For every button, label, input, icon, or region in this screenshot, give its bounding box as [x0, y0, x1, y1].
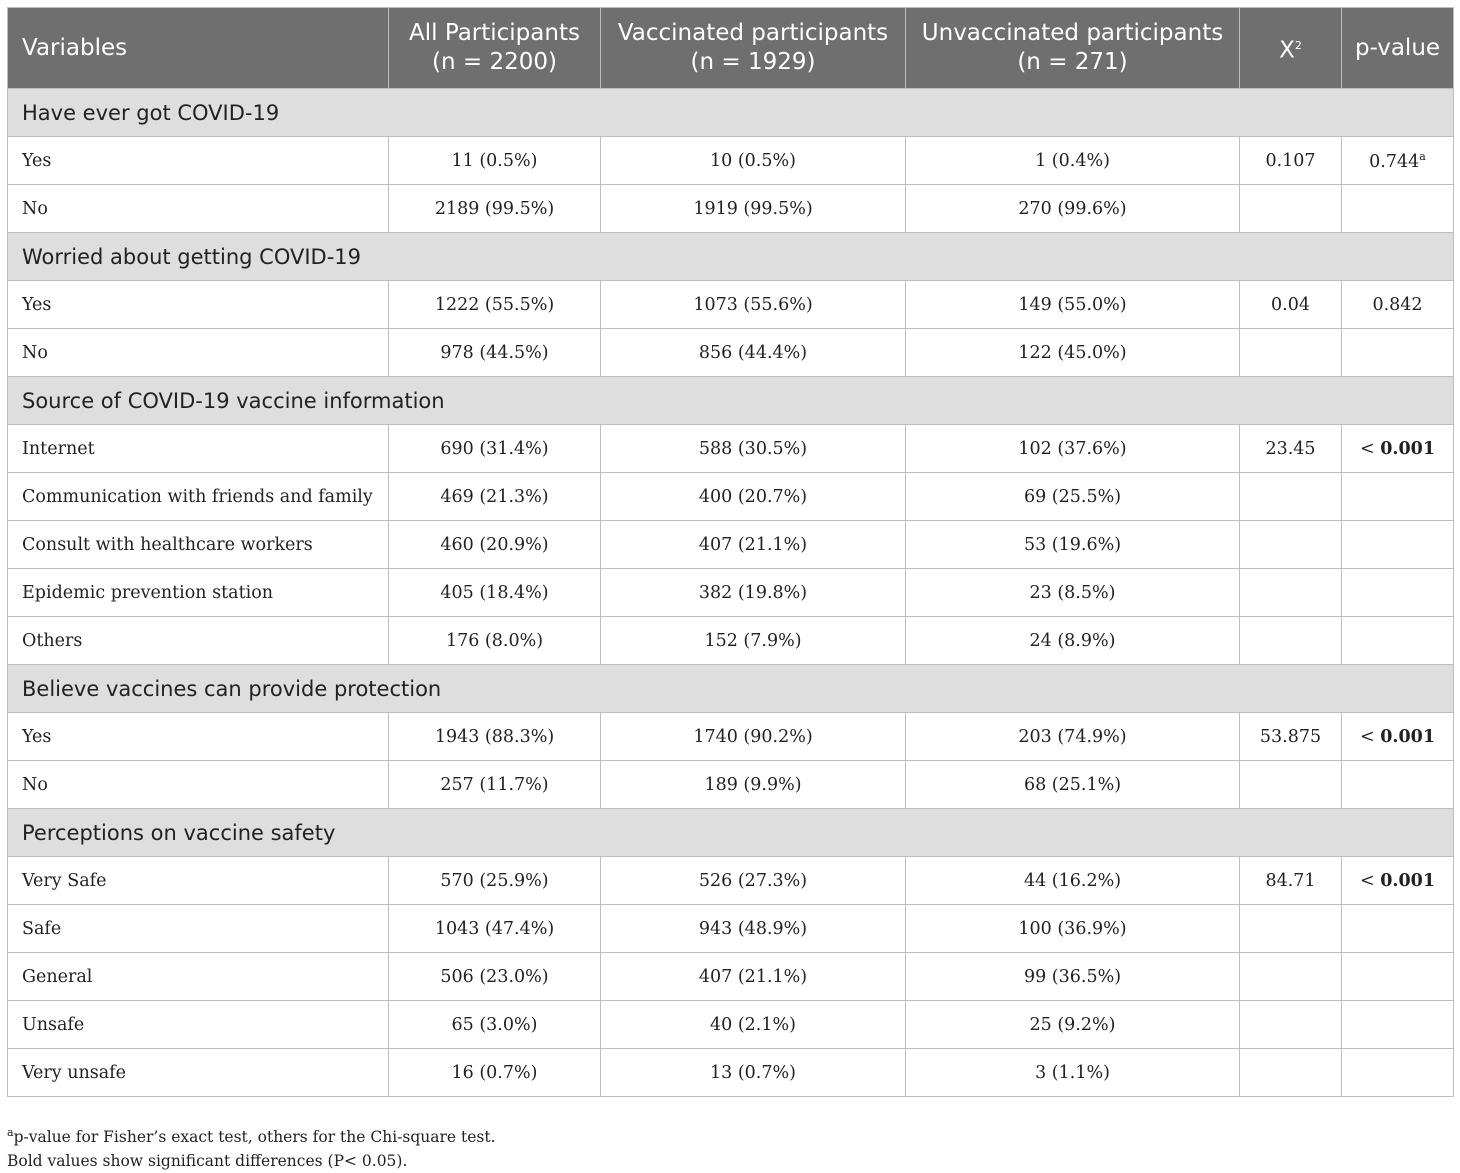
cell-vaccinated: 588 (30.5%)	[601, 425, 906, 473]
cell-vaccinated: 152 (7.9%)	[601, 617, 906, 665]
cell-all-participants: 176 (8.0%)	[389, 617, 601, 665]
section-header-row	[8, 809, 1454, 857]
header-vacc-line2: (n = 1929)	[690, 49, 816, 75]
header-unvacc-line2: (n = 271)	[1017, 49, 1128, 75]
cell-all-participants: 65 (3.0%)	[389, 1001, 601, 1049]
table-row	[8, 617, 1454, 665]
header-x2-base: X	[1279, 37, 1295, 64]
cell-pvalue	[1342, 953, 1454, 1001]
cell-all-participants: 506 (23.0%)	[389, 953, 601, 1001]
table-row	[8, 569, 1454, 617]
cell-unvaccinated: 3 (1.1%)	[906, 1049, 1240, 1097]
row-label: Yes	[8, 137, 389, 185]
cell-pvalue	[1342, 329, 1454, 377]
header-vaccinated	[601, 8, 906, 89]
header-all-participants	[389, 8, 601, 89]
cell-pvalue	[1342, 425, 1454, 473]
pvalue-prefix: <	[1359, 870, 1381, 891]
section-title: Source of COVID-19 vaccine information	[8, 377, 1454, 425]
table-row	[8, 857, 1454, 905]
cell-pvalue	[1342, 1001, 1454, 1049]
table-row	[8, 329, 1454, 377]
cell-all-participants: 978 (44.5%)	[389, 329, 601, 377]
cell-unvaccinated: 68 (25.1%)	[906, 761, 1240, 809]
cell-vaccinated: 10 (0.5%)	[601, 137, 906, 185]
cell-all-participants: 1043 (47.4%)	[389, 905, 601, 953]
cell-chi-square	[1240, 185, 1342, 233]
section-title: Perceptions on vaccine safety	[8, 809, 1454, 857]
cell-vaccinated: 1073 (55.6%)	[601, 281, 906, 329]
cell-all-participants: 405 (18.4%)	[389, 569, 601, 617]
footnotes	[7, 1121, 496, 1173]
table-body	[8, 89, 1454, 1097]
cell-all-participants: 2189 (99.5%)	[389, 185, 601, 233]
table-row	[8, 425, 1454, 473]
section-header-row	[8, 89, 1454, 137]
pvalue-footnote-marker: a	[1419, 149, 1426, 163]
cell-vaccinated: 856 (44.4%)	[601, 329, 906, 377]
row-label: General	[8, 953, 389, 1001]
cell-pvalue	[1342, 617, 1454, 665]
section-header-row	[8, 377, 1454, 425]
section-title: Have ever got COVID-19	[8, 89, 1454, 137]
row-label: Yes	[8, 281, 389, 329]
cell-unvaccinated: 53 (19.6%)	[906, 521, 1240, 569]
cell-chi-square	[1240, 569, 1342, 617]
table-row	[8, 185, 1454, 233]
cell-unvaccinated: 122 (45.0%)	[906, 329, 1240, 377]
cell-all-participants: 11 (0.5%)	[389, 137, 601, 185]
pvalue-number: 0.001	[1380, 438, 1436, 459]
row-label: Very unsafe	[8, 1049, 389, 1097]
cell-chi-square: 53.875	[1240, 713, 1342, 761]
header-vacc-line1: Vaccinated participants	[617, 20, 889, 46]
cell-chi-square	[1240, 953, 1342, 1001]
cell-chi-square	[1240, 1049, 1342, 1097]
pvalue-prefix: <	[1359, 726, 1381, 747]
header-pvalue: p-value	[1342, 8, 1454, 89]
row-label: Very Safe	[8, 857, 389, 905]
section-title: Believe vaccines can provide protection	[8, 665, 1454, 713]
cell-chi-square: 84.71	[1240, 857, 1342, 905]
table-row	[8, 905, 1454, 953]
cell-pvalue	[1342, 713, 1454, 761]
row-label: Internet	[8, 425, 389, 473]
footnote-1	[7, 1121, 496, 1149]
cell-vaccinated: 400 (20.7%)	[601, 473, 906, 521]
cell-chi-square	[1240, 617, 1342, 665]
cell-vaccinated: 407 (21.1%)	[601, 521, 906, 569]
results-table	[7, 7, 1454, 1097]
table-row	[8, 281, 1454, 329]
cell-vaccinated: 1740 (90.2%)	[601, 713, 906, 761]
section-header-row	[8, 665, 1454, 713]
cell-unvaccinated: 23 (8.5%)	[906, 569, 1240, 617]
table-row	[8, 473, 1454, 521]
cell-chi-square: 0.04	[1240, 281, 1342, 329]
cell-all-participants: 469 (21.3%)	[389, 473, 601, 521]
cell-unvaccinated: 100 (36.9%)	[906, 905, 1240, 953]
row-label: Others	[8, 617, 389, 665]
cell-unvaccinated: 69 (25.5%)	[906, 473, 1240, 521]
pvalue-number: 0.001	[1380, 870, 1436, 891]
header-all-line1: All Participants	[409, 20, 580, 46]
cell-chi-square	[1240, 905, 1342, 953]
cell-vaccinated: 943 (48.9%)	[601, 905, 906, 953]
cell-unvaccinated: 270 (99.6%)	[906, 185, 1240, 233]
cell-pvalue	[1342, 905, 1454, 953]
cell-all-participants: 690 (31.4%)	[389, 425, 601, 473]
header-unvaccinated	[906, 8, 1240, 89]
pvalue-number: 0.842	[1372, 294, 1423, 315]
cell-chi-square	[1240, 1001, 1342, 1049]
cell-all-participants: 1943 (88.3%)	[389, 713, 601, 761]
cell-chi-square: 23.45	[1240, 425, 1342, 473]
cell-pvalue	[1342, 281, 1454, 329]
section-header-row	[8, 233, 1454, 281]
cell-unvaccinated: 44 (16.2%)	[906, 857, 1240, 905]
cell-pvalue	[1342, 761, 1454, 809]
cell-pvalue	[1342, 521, 1454, 569]
header-all-line2: (n = 2200)	[432, 49, 557, 75]
cell-chi-square	[1240, 521, 1342, 569]
cell-vaccinated: 189 (9.9%)	[601, 761, 906, 809]
cell-unvaccinated: 102 (37.6%)	[906, 425, 1240, 473]
table-row	[8, 1049, 1454, 1097]
header-chi-square	[1240, 8, 1342, 89]
section-title: Worried about getting COVID-19	[8, 233, 1454, 281]
cell-all-participants: 1222 (55.5%)	[389, 281, 601, 329]
row-label: Unsafe	[8, 1001, 389, 1049]
cell-chi-square	[1240, 473, 1342, 521]
cell-vaccinated: 40 (2.1%)	[601, 1001, 906, 1049]
cell-unvaccinated: 24 (8.9%)	[906, 617, 1240, 665]
table-row	[8, 713, 1454, 761]
cell-pvalue	[1342, 185, 1454, 233]
cell-vaccinated: 13 (0.7%)	[601, 1049, 906, 1097]
row-label: Communication with friends and family	[8, 473, 389, 521]
row-label: No	[8, 185, 389, 233]
cell-unvaccinated: 149 (55.0%)	[906, 281, 1240, 329]
cell-pvalue	[1342, 569, 1454, 617]
header-variables: Variables	[8, 8, 389, 89]
cell-all-participants: 460 (20.9%)	[389, 521, 601, 569]
cell-pvalue	[1342, 137, 1454, 185]
cell-all-participants: 570 (25.9%)	[389, 857, 601, 905]
header-unvacc-line1: Unvaccinated participants	[921, 20, 1224, 46]
table-row	[8, 1001, 1454, 1049]
footnote-1-text: p-value for Fisher’s exact test, others for the Chi-square test.	[13, 1128, 496, 1147]
cell-unvaccinated: 25 (9.2%)	[906, 1001, 1240, 1049]
cell-unvaccinated: 99 (36.5%)	[906, 953, 1240, 1001]
table-container	[7, 7, 1453, 1097]
table-row	[8, 521, 1454, 569]
cell-chi-square	[1240, 761, 1342, 809]
row-label: Safe	[8, 905, 389, 953]
pvalue-number: 0.744	[1369, 151, 1420, 172]
cell-unvaccinated: 1 (0.4%)	[906, 137, 1240, 185]
table-row	[8, 137, 1454, 185]
cell-vaccinated: 382 (19.8%)	[601, 569, 906, 617]
header-row	[8, 8, 1454, 89]
row-label: Epidemic prevention station	[8, 569, 389, 617]
cell-chi-square: 0.107	[1240, 137, 1342, 185]
cell-vaccinated: 407 (21.1%)	[601, 953, 906, 1001]
table-row	[8, 953, 1454, 1001]
cell-vaccinated: 526 (27.3%)	[601, 857, 906, 905]
table-row	[8, 761, 1454, 809]
cell-chi-square	[1240, 329, 1342, 377]
cell-pvalue	[1342, 473, 1454, 521]
cell-pvalue	[1342, 857, 1454, 905]
header-x2-sup: 2	[1294, 38, 1302, 52]
cell-all-participants: 16 (0.7%)	[389, 1049, 601, 1097]
row-label: Consult with healthcare workers	[8, 521, 389, 569]
cell-unvaccinated: 203 (74.9%)	[906, 713, 1240, 761]
cell-all-participants: 257 (11.7%)	[389, 761, 601, 809]
cell-vaccinated: 1919 (99.5%)	[601, 185, 906, 233]
footnote-2: Bold values show significant differences (P< 0.05).	[7, 1152, 408, 1171]
row-label: No	[8, 329, 389, 377]
cell-pvalue	[1342, 1049, 1454, 1097]
row-label: No	[8, 761, 389, 809]
row-label: Yes	[8, 713, 389, 761]
pvalue-prefix: <	[1359, 438, 1381, 459]
pvalue-number: 0.001	[1380, 726, 1436, 747]
footnote-1-marker: a	[7, 1126, 14, 1139]
